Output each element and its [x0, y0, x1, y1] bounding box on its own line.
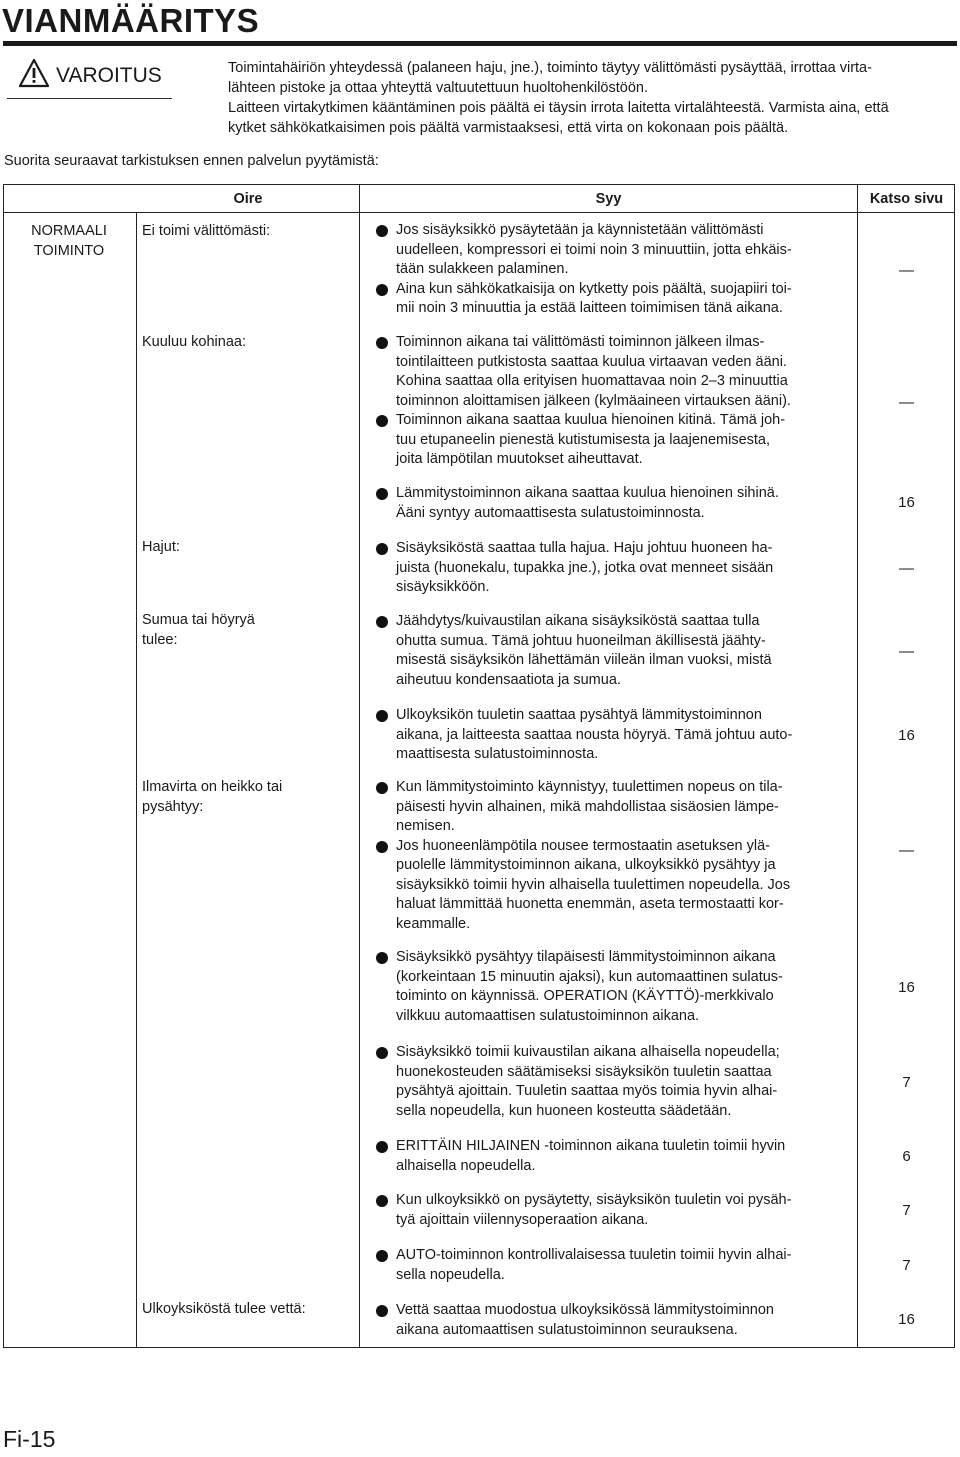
cause-cell: [376, 706, 843, 765]
cause-line: Ulkoyksikön tuuletin saattaa pysähtyä lämmitystoiminnon: [396, 707, 762, 723]
cause-line: Kohina saattaa olla erityisen huomattavaa noin 2–3 minuuttia: [396, 373, 788, 389]
bullet-icon: [376, 616, 388, 628]
page-title: VIANMÄÄRITYS: [2, 2, 260, 39]
cause-line: Aina kun sähkökatkaisija on kytketty pois päältä, suojapiiri toi-: [396, 280, 792, 297]
header-cause: Syy: [595, 191, 622, 207]
title-rule: [3, 41, 957, 46]
cause-line: puolelle lämmitystoiminnon aikana, ulkoyksikkö pysähtyy ja: [396, 857, 776, 873]
page-number: Fi-15: [3, 1426, 56, 1452]
cause-line: joita lämpötilan muutokset aiheuttavat.: [396, 451, 643, 467]
cause-cell: [376, 778, 843, 934]
cause-line: tyä ajoittain viilennysoperaation aikana.: [396, 1211, 649, 1228]
cause-item: [376, 333, 843, 411]
cause-line: uudelleen, kompressori ei toimi noin 3 minuuttiin, jotta ehkäis-: [396, 241, 792, 258]
cause-item: [376, 1137, 843, 1176]
cause-cell: [376, 1246, 843, 1285]
cause-line: toiminto on käynnissä. OPERATION (KÄYTTÖ)-merkkivalo: [396, 988, 774, 1004]
symptom-line: Sumua tai höyryä: [142, 612, 255, 628]
cause-line: mii noin 3 minuuttia ja estää laitteen toimimisen tänä aikana.: [396, 300, 783, 316]
symptom-line: Ei toimi välittömästi:: [142, 223, 271, 239]
cause-line: ohutta sumua. Tämä johtuu huoneilman äkillisestä jäähty-: [396, 632, 766, 649]
cause-line: sisäyksikkö toimii hyvin alhaisella tuulettimen nopeudella. Jos: [396, 876, 791, 893]
cause-cell: [376, 539, 843, 598]
cause-line: Kun lämmitystoiminto käynnistyy, tuulettimen nopeus on tila-: [396, 779, 783, 795]
symptom-cell: [142, 1300, 306, 1320]
cause-line: Jos huoneenlämpötila nousee termostaatin asetuksen ylä-: [396, 837, 771, 854]
warning-line: Laitteen virtakytkimen kääntäminen pois päältä ei täysin irrota laitetta virtalähteestä. Varmista aina, että: [228, 100, 889, 116]
warning-line: kytket sähkökatkaisimen pois päältä varmistaaksesi, että virta on kokonaan pois päältä.: [228, 120, 789, 136]
bullet-icon: [376, 488, 388, 500]
symptom-cell: [142, 778, 282, 817]
page-ref: 16: [898, 727, 915, 744]
warning-label: VAROITUS: [56, 64, 162, 87]
table-divider: [359, 184, 360, 1348]
cause-item: [376, 948, 843, 1026]
table-divider: [857, 184, 858, 1348]
symptom-cell: [142, 538, 180, 558]
bullet-icon: [376, 284, 388, 296]
symptom-line: pysähtyy:: [142, 798, 204, 815]
cause-line: tuu etupaneelin pienestä kutistumisesta ja laajenemisesta,: [396, 431, 771, 448]
warning-line: lähteen pistoke ja ottaa yhteyttä valtuutettuun huoltohenkilöstöön.: [228, 80, 648, 96]
cause-line: alhaisella nopeudella.: [396, 1157, 536, 1174]
cause-line: huonekosteuden säätämiseksi sisäyksikön tuuletin saattaa: [396, 1063, 772, 1080]
cause-line: tointilaitteen putkistosta saattaa kuulua virtaavan veden ääni.: [396, 353, 787, 370]
bullet-icon: [376, 782, 388, 794]
bullet-icon: [376, 543, 388, 555]
cause-item: [376, 612, 843, 690]
cause-cell: [376, 1137, 843, 1176]
cause-line: Sisäyksikkö pysähtyy tilapäisesti lämmitystoiminnon aikana: [396, 949, 776, 965]
bullet-icon: [376, 1141, 388, 1153]
header-page: Katso sivu: [869, 191, 944, 207]
page-ref: 7: [902, 1074, 911, 1091]
cause-line: Jos sisäyksikkö pysäytetään ja käynnistetään välittömästi: [396, 222, 764, 238]
cause-cell: [376, 221, 843, 319]
page-ref: 6: [902, 1148, 911, 1165]
cause-line: tään sulakkeen palaminen.: [396, 261, 569, 277]
cause-line: Jäähdytys/kuivaustilan aikana sisäyksiköstä saattaa tulla: [396, 613, 760, 629]
cause-item: [376, 484, 843, 523]
cause-line: maattisesta sulatustoiminnosta.: [396, 746, 599, 762]
page-ref: 7: [902, 1257, 911, 1274]
cause-item: [376, 1191, 843, 1230]
cause-line: Lämmitystoiminnon aikana saattaa kuulua hienoinen sihinä.: [396, 485, 779, 501]
page-ref: —: [899, 643, 914, 660]
cause-line: sella nopeudella.: [396, 1266, 505, 1283]
page-ref: —: [899, 560, 914, 577]
cause-cell: [376, 484, 843, 523]
cause-line: Toiminnon aikana saattaa kuulua hienoinen kitinä. Tämä joh-: [396, 412, 786, 428]
cause-line: misestä sisäyksikön lähettämän viileän ilman vuoksi, mistä: [396, 652, 772, 668]
page-ref: —: [899, 394, 914, 411]
cause-line: juista (huonekalu, tupakka jne.), jotka ovat menneet sisään: [396, 559, 774, 576]
page-ref: —: [899, 841, 914, 859]
warning-rule: [7, 98, 172, 99]
cause-item: [376, 1043, 843, 1121]
bullet-icon: [376, 841, 388, 853]
warning-line: Toimintahäiriön yhteydessä (palaneen haju, jne.), toiminto täytyy välittömästi pysäyttää, irrottaa virta-: [228, 60, 872, 76]
cause-line: pysähtyä ajoittain. Tuuletin saattaa myös toimia hyvin alhai-: [396, 1083, 778, 1099]
cause-cell: [376, 1043, 843, 1121]
symptom-line: Ilmavirta on heikko tai: [142, 779, 283, 795]
symptom-line: Hajut:: [142, 539, 180, 555]
cause-line: Toiminnon aikana tai välittömästi toiminnon jälkeen ilmas-: [396, 334, 765, 350]
warning-text: [228, 58, 956, 138]
cause-line: AUTO-toiminnon kontrollivalaisessa tuuletin toimii hyvin alhai-: [396, 1247, 792, 1263]
cause-item: [376, 706, 843, 765]
cause-line: sisäyksikköön.: [396, 579, 490, 595]
cause-line: (korkeintaan 15 minuutin ajaksi), kun automaattinen sulatus-: [396, 968, 783, 985]
category-cell: [6, 221, 132, 261]
cause-cell: [376, 1191, 843, 1230]
cause-cell: [376, 333, 843, 470]
cause-line: haluat lämmittää huonetta enemmän, aseta termostaatti kor-: [396, 896, 784, 912]
cause-line: toiminnon aloittamisen jälkeen (kylmäaineen virtauksen ääni).: [396, 392, 791, 409]
bullet-icon: [376, 1305, 388, 1317]
cause-line: Sisäyksikkö toimii kuivaustilan aikana alhaisella nopeudella;: [396, 1044, 780, 1060]
bullet-icon: [376, 337, 388, 349]
category-line: TOIMINTO: [33, 243, 105, 259]
cause-line: aikana, ja laitteesta saattaa nousta höyryä. Tämä johtuu auto-: [396, 726, 793, 743]
header-symptom: Oire: [233, 191, 263, 207]
page-ref: 7: [902, 1202, 911, 1219]
page-ref: 16: [898, 1311, 915, 1328]
bullet-icon: [376, 1250, 388, 1262]
cause-item: [376, 539, 843, 598]
warning-triangle-icon: [18, 58, 50, 88]
cause-item: [376, 837, 843, 935]
symptom-cell: [142, 333, 246, 353]
symptom-cell: [142, 222, 270, 242]
cause-line: aiheutuu kondensaatiota ja sumua.: [396, 671, 621, 688]
cause-line: aikana automaattisen sulatustoiminnon seurauksena.: [396, 1321, 738, 1338]
bullet-icon: [376, 415, 388, 427]
page-ref: 16: [898, 979, 915, 996]
bullet-icon: [376, 710, 388, 722]
bullet-icon: [376, 225, 388, 237]
bullet-icon: [376, 1047, 388, 1059]
cause-cell: [376, 948, 843, 1026]
cause-cell: [376, 612, 843, 690]
symptom-line: tulee:: [142, 631, 178, 648]
cause-item: [376, 1301, 843, 1340]
cause-item: [376, 280, 843, 319]
category-line: NORMAALI: [31, 223, 107, 239]
cause-line: Kun ulkoyksikkö on pysäytetty, sisäyksikön tuuletin voi pysäh-: [396, 1192, 792, 1208]
bullet-icon: [376, 1195, 388, 1207]
bullet-icon: [376, 952, 388, 964]
cause-item: [376, 411, 843, 470]
table-divider: [136, 212, 137, 1348]
cause-cell: [376, 1301, 843, 1340]
cause-line: vilkkuu automaattisen sulatustoiminnon aikana.: [396, 1007, 700, 1024]
cause-line: sella nopeudella, kun huoneen kosteutta säädetään.: [396, 1102, 732, 1119]
intro-text: Suorita seuraavat tarkistuksen ennen palvelun pyytämistä:: [4, 153, 379, 169]
page-ref: 16: [898, 494, 915, 511]
cause-line: keammalle.: [396, 915, 471, 932]
cause-line: päisesti hyvin alhainen, mikä mahdollistaa sisäosien lämpe-: [396, 798, 779, 815]
cause-item: [376, 1246, 843, 1285]
cause-item: [376, 221, 843, 280]
cause-line: ERITTÄIN HILJAINEN -toiminnon aikana tuuletin toimii hyvin: [396, 1138, 786, 1154]
symptom-line: Ulkoyksiköstä tulee vettä:: [142, 1301, 306, 1317]
cause-line: Ääni syntyy automaattisesta sulatustoiminnosta.: [396, 504, 705, 521]
cause-line: Vettä saattaa muodostua ulkoyksikössä lämmitystoiminnon: [396, 1302, 774, 1318]
symptom-line: Kuuluu kohinaa:: [142, 334, 246, 350]
symptom-cell: [142, 611, 255, 650]
cause-item: [376, 778, 843, 837]
cause-line: nemisen.: [396, 818, 455, 834]
page-ref: —: [899, 262, 914, 279]
table-header-rule: [3, 212, 955, 213]
cause-line: Sisäyksiköstä saattaa tulla hajua. Haju johtuu huoneen ha-: [396, 540, 773, 556]
warning-box: [6, 56, 172, 96]
